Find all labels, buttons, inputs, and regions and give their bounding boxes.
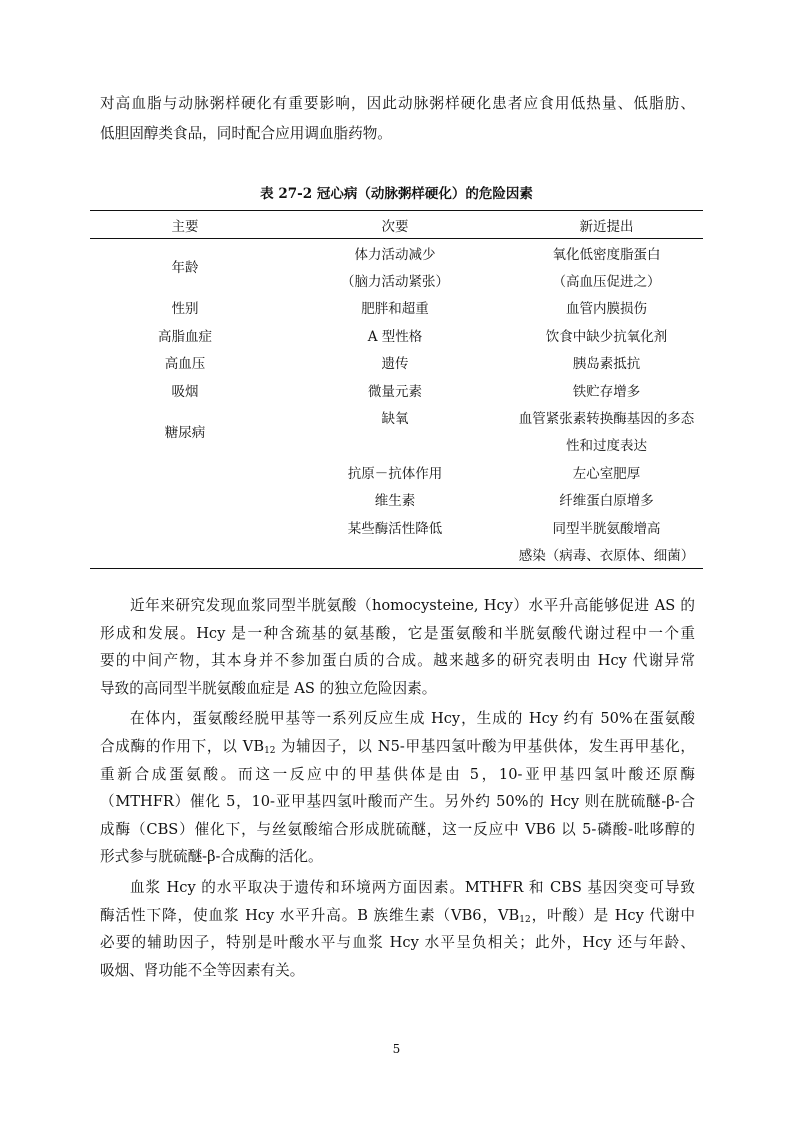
text-line	[100, 733, 695, 761]
table-row	[90, 403, 703, 430]
table-row	[90, 458, 703, 485]
text-line	[100, 874, 695, 902]
text-segment: 吸烟、肾功能不全等因素有关。	[100, 961, 305, 979]
secondary-cell	[280, 540, 510, 568]
text-line	[100, 902, 695, 930]
primary-cell: 吸烟	[171, 383, 199, 400]
recent-cell: 同型半胱氨酸增高	[552, 520, 661, 537]
secondary-cell: 遗传	[381, 356, 409, 373]
text-line	[100, 620, 695, 648]
risk-factor-table	[90, 210, 703, 569]
page-number: 5	[392, 1042, 401, 1056]
secondary-cell: 某些酶活性降低	[347, 520, 443, 537]
secondary-cell: 维生素	[374, 493, 416, 510]
primary-cell: 高脂血症	[158, 328, 212, 345]
primary-cell: 糖尿病	[164, 424, 206, 441]
primary-cell	[90, 486, 280, 513]
table-row	[90, 376, 703, 403]
text-line	[100, 647, 695, 675]
text-line: 对高血脂与动脉粥样硬化有重要影响，因此动脉粥样硬化患者应食用低热量、低脂肪、	[100, 95, 695, 112]
secondary-cell: 微量元素	[368, 383, 422, 400]
subscript: 12	[264, 745, 276, 756]
text-line	[100, 592, 695, 620]
text-segment: 成酶（CBS）催化下，与丝氨酸缩合形成胱硫醚，这一反应中 VB6 以 5-磷酸-吡哆醇的	[100, 820, 695, 838]
table-header-row	[90, 211, 703, 239]
recent-cell: 感染（病毒、衣原体、细菌）	[510, 540, 703, 568]
table-row	[90, 239, 703, 267]
secondary-cell: 缺氧	[381, 411, 409, 428]
text-segment: 酶活性下降，使血浆 Hcy 水平升高。B 族维生素（VB6，VB	[100, 906, 520, 924]
text-line	[100, 843, 695, 871]
primary-cell	[90, 540, 280, 568]
recent-cell: 血管紧张素转换酶基因的多态	[518, 411, 695, 428]
text-segment: （MTHFR）催化 5，10-亚甲基四氢叶酸而产生。另外约 50%的 Hcy 则在胱硫醚-β-合	[100, 793, 695, 811]
text-segment: 导致的高同型半胱氨酸血症是 AS 的独立危险因素。	[100, 679, 437, 697]
primary-cell	[90, 458, 280, 485]
secondary-cell: 体力活动减少	[354, 246, 436, 263]
recent-cell: 铁贮存增多	[572, 383, 641, 400]
body-text	[100, 592, 695, 987]
primary-cell: 性别	[171, 301, 199, 318]
header-primary: 主要	[90, 211, 280, 239]
paragraph	[100, 705, 695, 871]
header-recent: 新近提出	[510, 211, 703, 239]
table-row	[90, 294, 703, 321]
recent-cell: （高血压促进之）	[552, 274, 661, 291]
secondary-cell: 肥胖和超重	[361, 301, 429, 318]
text-line: 低胆固醇类食品，同时配合应用调血脂药物。	[100, 125, 392, 142]
table-row	[90, 540, 703, 568]
text-segment: 近年来研究发现血浆同型半胱氨酸（homocysteine, Hcy）水平升高能够促进 AS 的	[130, 597, 695, 614]
primary-cell: 高血压	[164, 356, 206, 373]
text-segment: 形式参与胱硫醚-β-合成酶的活化。	[100, 848, 323, 866]
text-segment: 形成和发展。Hcy 是一种含巯基的氨基酸，它是蛋氨酸和半胱氨酸代谢过程中一个重	[100, 624, 695, 642]
recent-cell: 氧化低密度脂蛋白	[552, 246, 661, 263]
text-line	[100, 705, 695, 733]
secondary-cell: （脑力活动紧张）	[341, 274, 449, 291]
primary-cell: 年龄	[171, 260, 199, 277]
table-row	[90, 486, 703, 513]
recent-cell: 饮食中缺少抗氧化剂	[545, 328, 668, 345]
secondary-cell: A 型性格	[367, 328, 423, 345]
table-body	[90, 239, 703, 569]
secondary-cell: 抗原－抗体作用	[347, 465, 443, 482]
text-segment: 要的中间产物，其本身并不参加蛋白质的合成。越来越多的研究表明由 Hcy 代谢异常	[100, 652, 695, 670]
text-line	[100, 788, 695, 816]
primary-cell	[90, 513, 280, 540]
text-line	[100, 761, 695, 789]
table-row	[90, 349, 703, 376]
recent-cell: 纤维蛋白原增多	[559, 493, 654, 510]
text-line	[100, 816, 695, 844]
table-caption: 表 27-2 冠心病（动脉粥样硬化）的危险因素	[260, 186, 533, 202]
text-segment: 为辅因子，以 N5-甲基四氢叶酸为甲基供体，发生再甲基化，	[275, 737, 695, 755]
recent-cell: 血管内膜损伤	[566, 301, 647, 318]
text-line	[100, 957, 695, 985]
text-segment: ，叶酸）是 Hcy 代谢中	[530, 906, 695, 924]
text-segment: 重新合成蛋氨酸。而这一反应中的甲基供体是由 5，10-亚甲基四氢叶酸还原酶	[100, 765, 695, 783]
subscript: 12	[519, 914, 531, 925]
paragraph	[100, 874, 695, 984]
secondary-cell	[280, 431, 510, 458]
intro-paragraph	[100, 89, 695, 149]
text-line	[100, 675, 695, 703]
text-segment: 血浆 Hcy 的水平取决于遗传和环境两方面因素。MTHFR 和 CBS 基因突变可导致	[130, 878, 695, 896]
recent-cell: 左心室肥厚	[572, 465, 641, 482]
table-row	[90, 513, 703, 540]
header-secondary: 次要	[280, 211, 510, 239]
text-segment: 合成酶的作用下，以 VB	[100, 737, 265, 755]
recent-cell: 胰岛素抵抗	[572, 356, 641, 373]
text-segment: 在体内，蛋氨酸经脱甲基等一系列反应生成 Hcy，生成的 Hcy 约有 50%在蛋氨酸	[130, 710, 695, 728]
table-row	[90, 321, 703, 348]
text-line	[100, 929, 695, 957]
paragraph	[100, 592, 695, 702]
recent-cell: 性和过度表达	[566, 438, 647, 455]
text-segment: 必要的辅助因子，特别是叶酸水平与血浆 Hcy 水平呈负相关；此外，Hcy 还与年龄、	[100, 934, 695, 952]
